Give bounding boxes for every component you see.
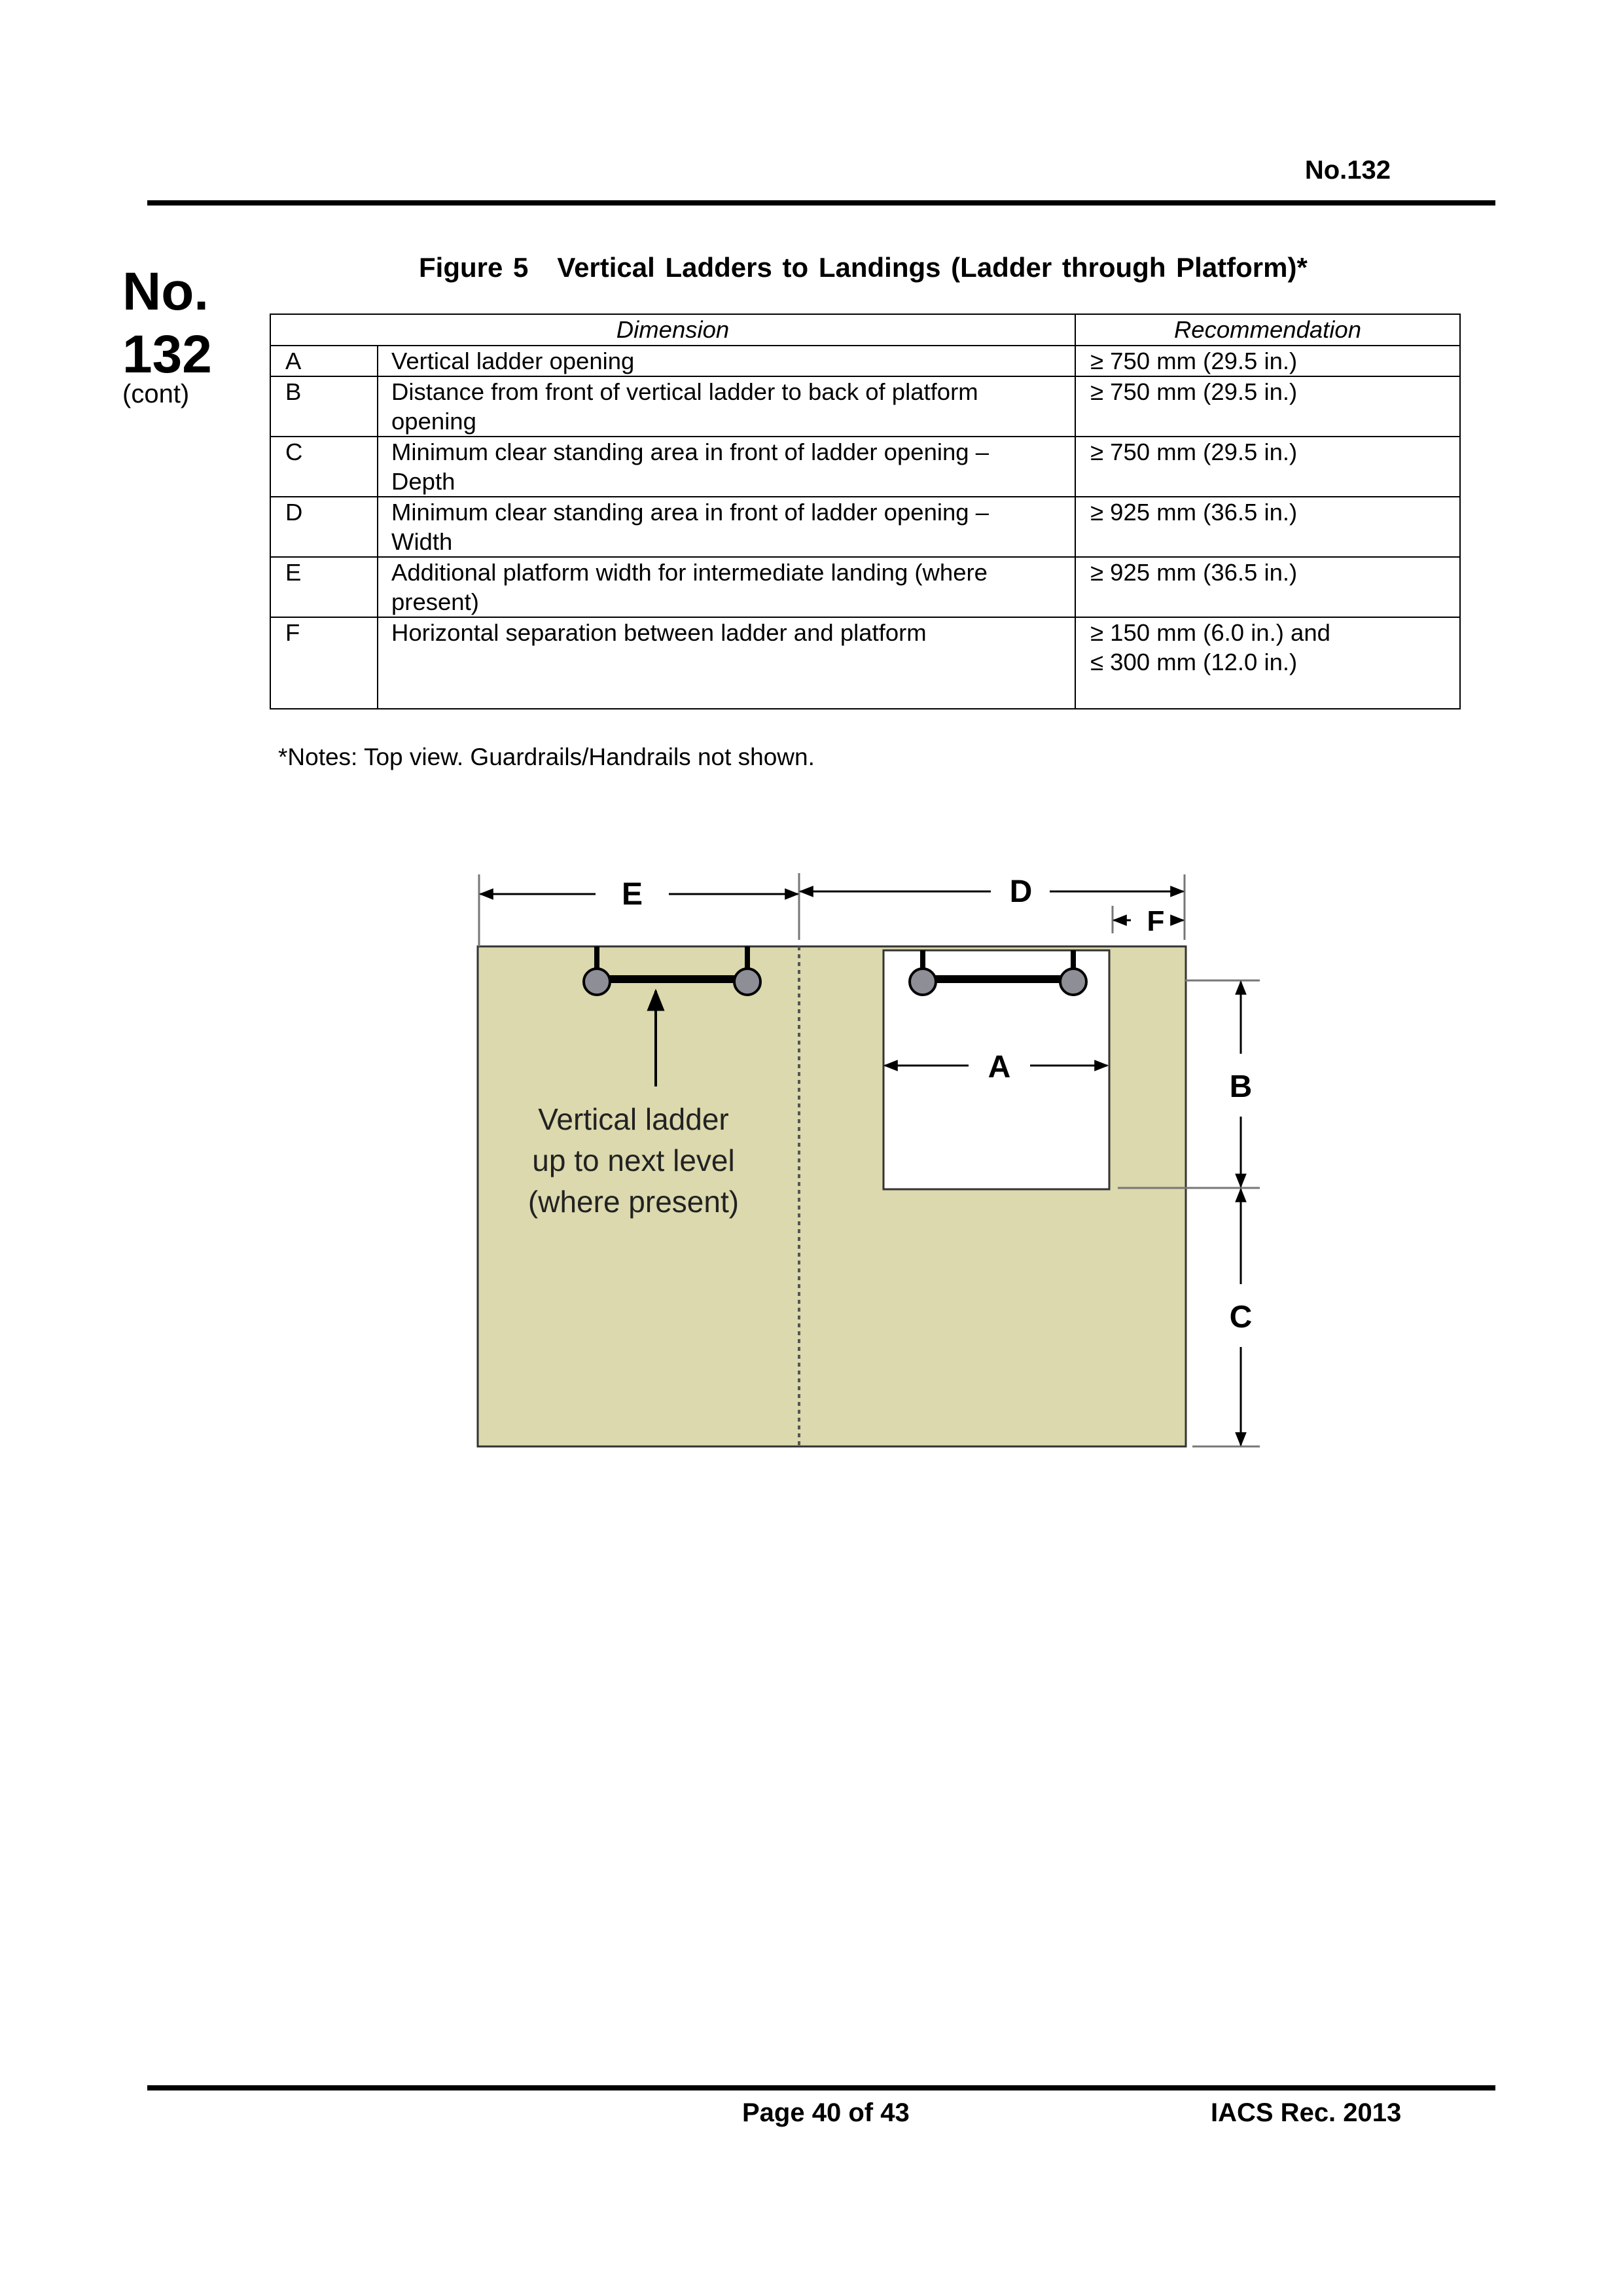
dimension-b-label: B	[1229, 1069, 1253, 1104]
rec-line-2: ≤ 300 mm (12.0 in.)	[1090, 649, 1298, 675]
rec-line-1: ≥ 925 mm (36.5 in.)	[1090, 499, 1298, 526]
dimension-c-label: C	[1229, 1300, 1253, 1335]
row-key: E	[270, 557, 378, 617]
figure-notes: *Notes: Top view. Guardrails/Handrails not shown.	[278, 744, 815, 770]
callout-line-1: Vertical ladder	[538, 1102, 729, 1136]
row-key: C	[270, 437, 378, 497]
rec-line-1: ≥ 925 mm (36.5 in.)	[1090, 559, 1298, 586]
figure-number: Figure 5	[419, 252, 529, 283]
rec-line-1: ≥ 150 mm (6.0 in.) and	[1090, 619, 1330, 646]
figure-caption: Vertical Ladders to Landings (Ladder through Platform)*	[557, 252, 1308, 283]
row-key: D	[270, 497, 378, 557]
side-no-number: 132	[122, 325, 212, 384]
page-number: Page 40 of 43	[742, 2098, 910, 2127]
dimension-header: Dimension	[270, 314, 1075, 346]
row-dimension: Minimum clear standing area in front of ladder opening – Width	[378, 497, 1075, 557]
dimension-d-label: D	[1009, 874, 1033, 909]
recommendation-header: Recommendation	[1075, 314, 1460, 346]
callout-line-3: (where present)	[527, 1185, 740, 1219]
dimension-e-label: E	[621, 877, 643, 912]
callout-line-2: up to next level	[532, 1143, 735, 1177]
dimension-f-label: F	[1147, 905, 1165, 937]
footer-rec: IACS Rec. 2013	[1211, 2098, 1402, 2127]
rec-line-1: ≥ 750 mm (29.5 in.)	[1090, 378, 1298, 405]
rec-line-1: ≥ 750 mm (29.5 in.)	[1090, 348, 1298, 374]
document-number: No.132	[1304, 156, 1391, 185]
dimension-a-label: A	[988, 1050, 1011, 1085]
row-dimension: Minimum clear standing area in front of ladder opening – Depth	[378, 437, 1075, 497]
side-no-label: No.	[122, 262, 209, 321]
rec-line-1: ≥ 750 mm (29.5 in.)	[1090, 439, 1298, 465]
row-key: B	[270, 376, 378, 437]
row-dimension: Horizontal separation between ladder and platform	[378, 617, 1075, 709]
row-dimension: Additional platform width for intermediate landing (where present)	[378, 557, 1075, 617]
footer-rule	[147, 2085, 1495, 2090]
row-dimension: Vertical ladder opening	[378, 346, 1075, 376]
row-dimension: Distance from front of vertical ladder to back of platform opening	[378, 376, 1075, 437]
row-key: F	[270, 617, 378, 709]
row-key: A	[270, 346, 378, 376]
side-cont-label: (cont)	[122, 380, 190, 408]
